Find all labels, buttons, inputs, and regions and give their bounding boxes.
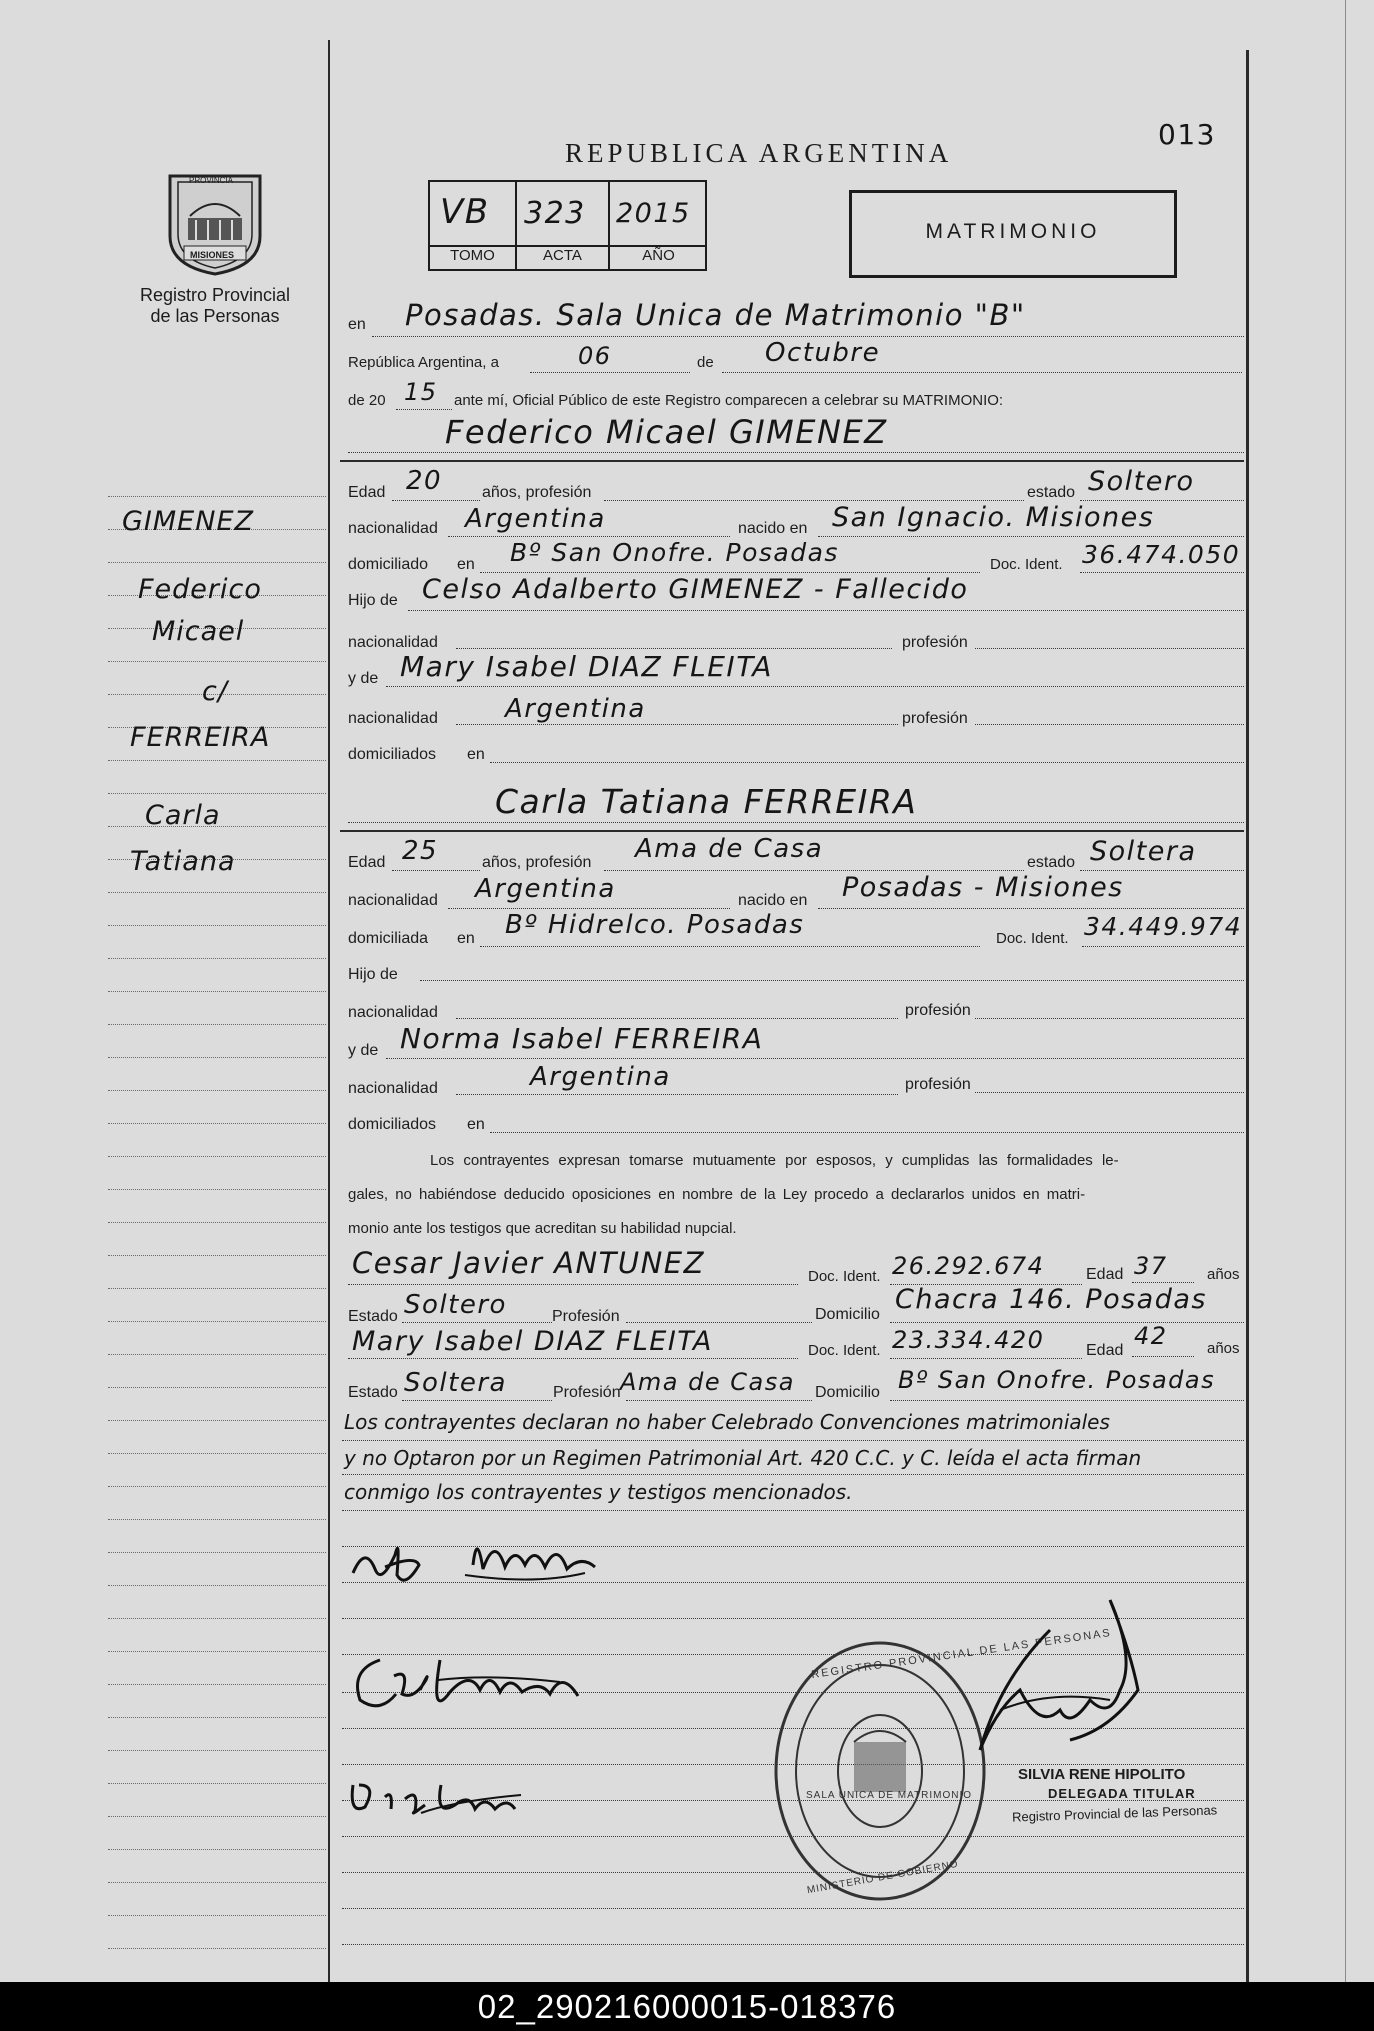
right-border	[1246, 50, 1249, 1982]
emblem-top-text: PROVINCIA	[189, 176, 234, 185]
witness1-state: Soltero	[404, 1290, 507, 1320]
stamp-outer-text: REGISTRO PROVINCIAL DE LAS PERSONAS	[810, 1626, 1113, 1682]
margin-rule	[108, 1750, 326, 1751]
witness2-doc: 23.334.420	[892, 1326, 1045, 1354]
margin-rule	[108, 562, 326, 563]
page-number: 013	[1158, 118, 1216, 151]
witness2-name: Mary Isabel DIAZ FLEITA	[352, 1326, 713, 1357]
margin-rule	[108, 1519, 326, 1520]
bride-mother-nationality: Argentina	[530, 1062, 671, 1092]
emblem-icon	[160, 170, 270, 278]
margin-rule	[108, 958, 326, 959]
bride-name: Carla Tatiana FERREIRA	[495, 782, 918, 821]
declaration-line-3: monio ante los testigos que acreditan su habilidad nupcial.	[348, 1220, 737, 1237]
groom-mother: Mary Isabel DIAZ FLEITA	[400, 650, 773, 683]
notes-line-2: y no Optaron por un Regimen Patrimonial Art. 420 C.C. y C. leída el acta firman	[344, 1446, 1142, 1470]
margin-rule	[108, 1255, 326, 1256]
witness1-address: Chacra 146. Posadas	[895, 1284, 1207, 1315]
bride-nationality: Argentina	[475, 874, 616, 904]
margin-rule	[108, 1618, 326, 1619]
declaration-line-2: gales, no habiéndose deducido oposiciones en nombre de la Ley procedo a declararlos unidos en matri-	[348, 1186, 1086, 1203]
groom-mother-nationality: Argentina	[505, 694, 646, 724]
margin-line-3: Micael	[152, 616, 245, 647]
page-edge	[1345, 0, 1346, 1982]
margin-rule	[108, 1387, 326, 1388]
margin-rule	[108, 1783, 326, 1784]
margin-divider	[328, 40, 330, 1982]
notes-line-1: Los contrayentes declaran no haber Celebrado Convenciones matrimoniales	[344, 1410, 1110, 1434]
margin-rule	[108, 1420, 326, 1421]
stamp-bottom-text: MINISTERIO DE GOBIERNO	[806, 1858, 960, 1897]
margin-rule	[108, 1948, 326, 1949]
groom-age: 20	[406, 466, 443, 496]
witness2-address: Bº San Onofre. Posadas	[898, 1366, 1216, 1394]
witness2-signature	[345, 1765, 565, 1825]
margin-rule	[108, 1915, 326, 1916]
stamp-inner-text: SALA UNICA DE MATRIMONIO	[806, 1790, 973, 1801]
official-signature	[960, 1590, 1160, 1790]
year-value: 15	[404, 378, 438, 406]
witness1-doc: 26.292.674	[892, 1252, 1045, 1280]
witness2-state: Soltera	[404, 1368, 507, 1398]
bride-state: Soltera	[1090, 836, 1197, 867]
margin-rule	[108, 1321, 326, 1322]
margin-rule	[108, 1189, 326, 1190]
groom-doc: 36.474.050	[1082, 540, 1241, 569]
margin-rule	[108, 1552, 326, 1553]
margin-line-6: Carla	[145, 800, 221, 831]
margin-line-5: FERREIRA	[130, 722, 271, 753]
witness1-name: Cesar Javier ANTUNEZ	[352, 1246, 705, 1280]
margin-rule	[108, 1288, 326, 1289]
image-id-bar: 02_290216000015-018376	[0, 1982, 1374, 2031]
margin-rule	[108, 1849, 326, 1850]
margin-rule	[108, 1222, 326, 1223]
margin-rule	[108, 1684, 326, 1685]
certificate-page: 013 REPUBLICA ARGENTINA PROVINCIA MISIONES Registro Provincial de las Personas VB 323 2015 TOMO ACTA AÑO MATRIMONIO en Posadas. Sala Unica de Matrimonio "B" República Argentina, a 06 de Octubre de 20 15 ante mí, Oficial Público de este Registro comparecen a celebrar su MATRIMONIO: Federico Micael GIMENEZ Edad 20 años, profesión estado Soltero nacionalidad Argentina nacido en San Ignacio. Misiones domiciliado en Bº San Onofre. Posadas Doc. Ident. 36.474.050 Hijo de Celso Adalberto GIMENEZ - Fallecido nacionalidad profesión y de Mary Isabel DIAZ FLEITA nacionalidad Argentina profesión domiciliados en Carla Tatiana FERREIRA Edad 25 años, profesión Ama de Casa estado Soltera nacionalidad Argentina nacido en Posadas - Misiones domiciliada en Bº Hidrelco. Posadas Doc. Ident. 34.449.974 Hijo de nacionalidad profesión y de Norma Isabel FERREIRA nacionalidad Argentina profesión domiciliados en Los contrayentes expresan tomarse mutuamente por esposos, y cumplidas las formalidades le- gales, no habiéndose deducido oposiciones en nombre de la Ley procedo a declararlos unidos en matri- monio ante los testigos que acreditan su habilidad nupcial. Cesar Javier ANTUNEZ Doc. Ident. 26.292.674 Edad 37 años Estado Soltero Profesión Domicilio Chacra 146. Posadas Mary Isabel DIAZ FLEITA Doc. Ident. 23.334.420 Edad 42 años Estado Soltera Profesión Ama de Casa Domicilio Bº San Onofre. Posadas Los contrayentes declaran no haber Celebrado Convenciones matrimoniales y no Optaron por un Regimen Patrimonial Art. 420 C.C. y C. leída el acta firman conmigo los contrayentes y testigos mencionados. REGISTRO PROVINCIAL DE LAS PERSONAS SALA UNICA DE MATRIMONIO MINISTERIO DE GOBIERNO SILVIA RENE HIPOLITO DELEGADA TITULAR Registro Provincial de las Personas GIMENEZ Federico Micael c/ FERREIRA Carla Tatiana	[0, 0, 1374, 1982]
day-value: 06	[578, 342, 612, 370]
bride-birthplace: Posadas - Misiones	[842, 872, 1124, 903]
tomo-label: TOMO	[450, 247, 495, 264]
official-name: SILVIA RENE HIPOLITO	[1018, 1766, 1186, 1783]
bride-age: 25	[402, 836, 439, 866]
margin-rule	[108, 1585, 326, 1586]
witness1-age: 37	[1134, 1252, 1168, 1280]
margin-line-7: Tatiana	[130, 846, 236, 877]
witness2-age: 42	[1134, 1322, 1168, 1350]
bride-profession: Ama de Casa	[635, 834, 824, 864]
margin-rule	[108, 892, 326, 893]
margin-rule	[108, 1816, 326, 1817]
country-heading: REPUBLICA ARGENTINA	[565, 138, 953, 168]
bride-address: Bº Hidrelco. Posadas	[505, 910, 805, 940]
margin-rule	[108, 1024, 326, 1025]
contrayentes-signatures	[345, 1515, 605, 1595]
notes-line-3: conmigo los contrayentes y testigos mencionados.	[344, 1480, 853, 1504]
margin-rule	[108, 1057, 326, 1058]
margin-rule	[108, 1354, 326, 1355]
record-type: MATRIMONIO	[925, 220, 1101, 243]
groom-state: Soltero	[1088, 466, 1195, 497]
margin-rule	[108, 1090, 326, 1091]
margin-rule	[108, 496, 326, 497]
margin-rule	[108, 1717, 326, 1718]
margin-rule	[108, 1882, 326, 1883]
witness1-signature	[350, 1640, 630, 1730]
margin-rule	[108, 661, 326, 662]
margin-line-1: GIMENEZ	[122, 506, 254, 537]
place-value: Posadas. Sala Unica de Matrimonio "B"	[405, 298, 1026, 332]
groom-nationality: Argentina	[465, 504, 606, 534]
witness2-profession: Ama de Casa	[620, 1368, 795, 1396]
month-value: Octubre	[765, 338, 881, 368]
margin-line-2: Federico	[138, 574, 262, 605]
anio-value: 2015	[616, 198, 691, 229]
margin-rule	[108, 1651, 326, 1652]
margin-rule	[108, 1123, 326, 1124]
groom-name: Federico Micael GIMENEZ	[445, 413, 888, 451]
margin-rule	[108, 1486, 326, 1487]
groom-father: Celso Adalberto GIMENEZ - Fallecido	[422, 574, 969, 605]
margin-rule	[108, 925, 326, 926]
official-registry: Registro Provincial de las Personas	[1011, 1802, 1218, 1825]
official-title: DELEGADA TITULAR	[1048, 1786, 1196, 1801]
acta-label: ACTA	[543, 247, 582, 264]
groom-address: Bº San Onofre. Posadas	[510, 538, 839, 567]
emblem-bottom-text: MISIONES	[190, 250, 235, 260]
registry-name: Registro Provincial de las Personas	[139, 285, 291, 326]
declaration-line-1: Los contrayentes expresan tomarse mutuamente por esposos, y cumplidas las formalidades le-	[430, 1152, 1119, 1169]
margin-line-4: c/	[202, 676, 228, 707]
acta-value: 323	[524, 196, 586, 231]
bride-doc: 34.449.974	[1084, 912, 1243, 941]
margin-rule	[108, 760, 326, 761]
margin-rule	[108, 991, 326, 992]
margin-rule	[108, 793, 326, 794]
groom-birthplace: San Ignacio. Misiones	[832, 502, 1155, 533]
bride-mother: Norma Isabel FERREIRA	[400, 1022, 764, 1055]
tomo-value: VB	[440, 192, 490, 232]
margin-rule	[108, 1453, 326, 1454]
margin-rule	[108, 1156, 326, 1157]
anio-label: AÑO	[642, 247, 675, 264]
